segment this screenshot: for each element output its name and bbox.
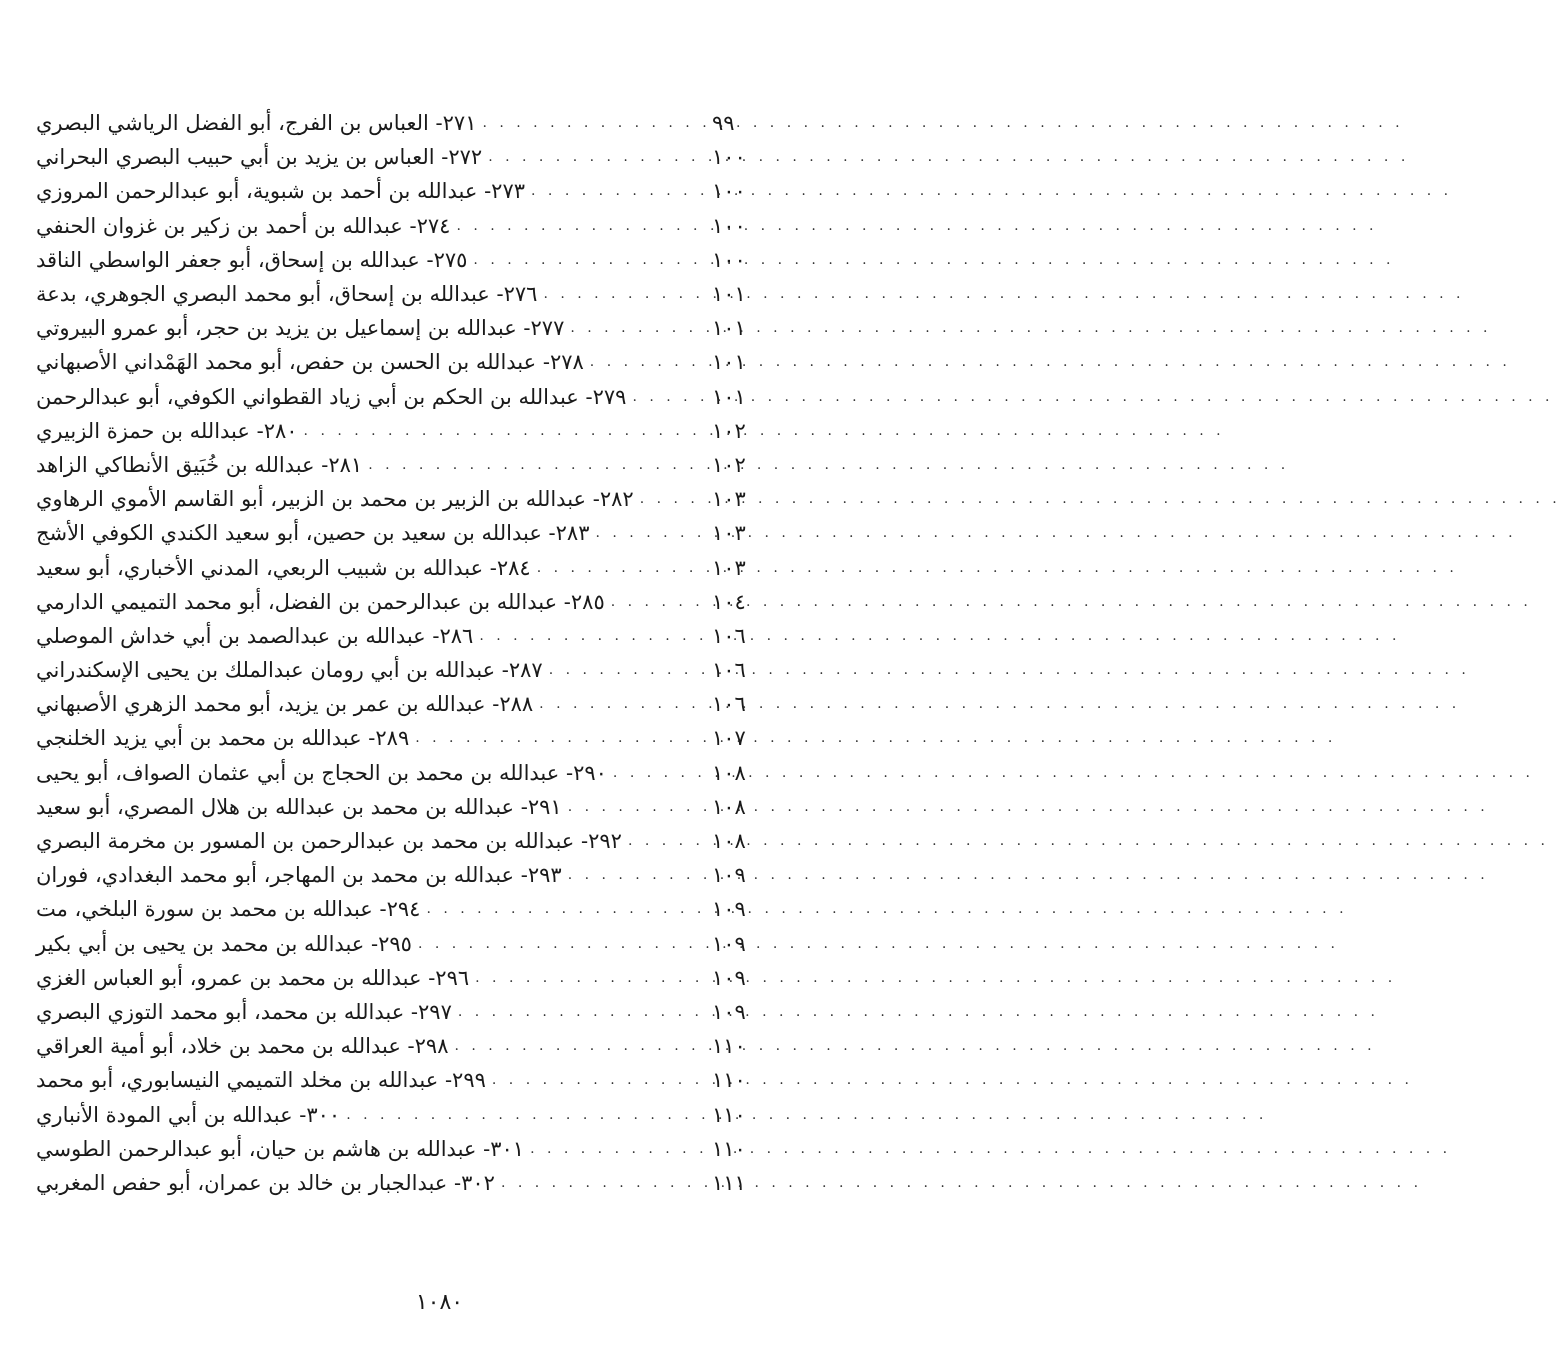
entry-page-number: ١٠٢ [712,452,746,477]
entry-page-number: ١٠٩ [712,999,746,1024]
entry-text: ٢٨١- عبدالله بن خُبَيق الأنطاكي الزاهد [36,452,363,477]
entry-page-number: ١٠٣ [712,555,746,580]
leader-dots [467,252,712,268]
entry-text: ٣٠٠- عبدالله بن أبي المودة الأنباري [36,1102,341,1127]
entry-page-number: ١٠٩ [712,863,746,888]
entry-text: ٢٧٢- العباس بن يزيد بن أبي حبيب البصري البحراني [36,145,483,170]
leader-dots [448,1038,712,1054]
leader-dots [622,833,712,849]
leader-dots [412,936,712,952]
index-entry [36,619,758,653]
entry-text: ٢٧٦- عبدالله بن إسحاق، أبو محمد البصري الجوهري، بدعة [36,282,538,307]
entry-page-number: ١٠٧ [712,726,746,751]
index-entry [36,209,758,243]
entry-text: ٣٠١- عبدالله بن هاشم بن حيان، أبو عبدالرحمن الطوسي [36,1136,525,1161]
entry-text: ٢٩١- عبدالله بن محمد بن عبدالله بن هلال المصري، أبو سعيد [36,794,562,819]
leader-dots [564,320,712,336]
entry-text: ٢٩٤- عبدالله بن محمد بن سورة البلخي، مت [36,897,421,922]
index-entry [36,482,758,516]
index-entry [36,516,758,550]
leader-dots [482,149,712,165]
leader-dots [626,389,712,405]
entry-text: ٢٨٣- عبدالله بن سعيد بن حصين، أبو سعيد الكندي الكوفي الأشج [36,521,590,546]
entry-text: ٢٩٩- عبدالله بن مخلد التميمي النيسابوري، أبو محمد [36,1068,486,1093]
leader-dots [452,1004,712,1020]
entry-text: ٢٧٧- عبدالله بن إسماعيل بن يزيد بن حجر، أبو عمرو البيروتي [36,316,565,341]
entry-page-number: ١٠٣ [712,521,746,546]
index-entry [36,653,758,687]
leader-dots [537,286,712,302]
index-entry [36,892,758,926]
entry-text: ٢٨٨- عبدالله بن عمر بن يزيد، أبو محمد الزهري الأصبهاني [36,692,534,717]
entry-text: ٢٩٧- عبدالله بن محمد، أبو محمد التوزي البصري [36,999,452,1024]
entry-text: ٢٧٣- عبدالله بن أحمد بن شبوية، أبو عبدالرحمن المروزي [36,179,526,204]
index-entry [36,106,758,140]
index-entry [36,277,758,311]
entry-page-number: ١٠٠ [712,247,746,272]
leader-dots [562,867,712,883]
leader-dots [476,115,712,131]
index-entry [36,380,758,414]
entry-page-number: ١١٠ [712,1102,746,1127]
leader-dots [469,970,712,986]
leader-dots [409,730,712,746]
entry-text: ٢٧١- العباس بن الفرج، أبو الفضل الرياشي البصري [36,111,477,136]
entry-page-number: ١٠١ [712,350,746,375]
index-entry [36,858,758,892]
entry-page-number: ١٠٣ [712,487,746,512]
entry-page-number: ١٠٢ [712,418,746,443]
leader-dots [340,1107,712,1123]
leader-dots [584,354,712,370]
index-entry [36,790,758,824]
leader-dots [543,662,712,678]
leader-dots [605,594,712,610]
entry-text: ٢٨٦- عبدالله بن عبدالصمد بن أبي خداش الموصلي [36,623,474,648]
entry-page-number: ١٠١ [712,316,746,341]
index-entry [36,1097,758,1131]
entry-page-number: ١٠٨ [712,760,746,785]
entry-page-number: ١٠٠ [712,179,746,204]
entry-page-number: ١٠٩ [712,897,746,922]
leader-dots [473,628,712,644]
index-entry [36,345,758,379]
entry-page-number: ١٠١ [712,384,746,409]
entry-page-number: ٩٩ [712,111,735,136]
index-entry [36,243,758,277]
index-entry [36,550,758,584]
leader-dots [533,696,712,712]
entry-page-number: ١٠٦ [712,623,746,648]
entry-text: ٢٨٧- عبدالله بن أبي رومان عبدالملك بن يحيى الإسكندراني [36,658,543,683]
entry-page-number: ١٠٤ [712,589,746,614]
entry-text: ٢٨٥- عبدالله بن عبدالرحمن بن الفضل، أبو محمد التميمي الدارمي [36,589,605,614]
index-entry [36,1029,758,1063]
entry-text: ٢٧٨- عبدالله بن الحسن بن حفص، أبو محمد الهَمْداني الأصبهاني [36,350,584,375]
leader-dots [531,560,712,576]
leader-dots [634,491,712,507]
entry-page-number: ١١٠ [712,1068,746,1093]
entry-page-number: ١٠٦ [712,692,746,717]
leader-dots [420,901,712,917]
index-entry [36,414,758,448]
leader-dots [450,218,712,234]
entry-page-number: ١٠٨ [712,794,746,819]
index-entry [36,174,758,208]
leader-dots [486,1072,712,1088]
leader-dots [524,1141,712,1157]
leader-dots [562,799,712,815]
entry-text: ٢٨٩- عبدالله بن محمد بن أبي يزيد الخلنجي [36,726,410,751]
entry-page-number: ١١١ [712,1170,746,1195]
entry-page-number: ١١٠ [712,1136,746,1161]
index-entry [36,995,758,1029]
index-list [36,106,758,1200]
entry-text: ٢٧٤- عبدالله بن أحمد بن زكير بن غزوان الحنفي [36,213,451,238]
index-entry [36,1166,758,1200]
index-entry [36,927,758,961]
index-entry [36,1132,758,1166]
entry-page-number: ١٠٨ [712,829,746,854]
leader-dots [495,1175,712,1191]
entry-text: ٢٧٩- عبدالله بن الحكم بن أبي زياد القطواني الكوفي، أبو عبدالرحمن [36,384,627,409]
index-entry [36,448,758,482]
entry-page-number: ١٠٠ [712,213,746,238]
leader-dots [362,457,712,473]
entry-text: ٢٨٤- عبدالله بن شبيب الربعي، المدني الأخباري، أبو سعيد [36,555,531,580]
entry-text: ٢٩٣- عبدالله بن محمد بن المهاجر، أبو محمد البغدادي، فوران [36,863,562,888]
entry-text: ٣٠٢- عبدالجبار بن خالد بن عمران، أبو حفص المغربي [36,1170,495,1195]
page-number: ١٠٨٠ [415,1290,464,1315]
entry-text: ٢٨٢- عبدالله بن الزبير بن محمد بن الزبير، أبو القاسم الأموي الرهاوي [36,487,634,512]
index-entry [36,687,758,721]
index-entry [36,756,758,790]
index-entry [36,1063,758,1097]
entry-page-number: ١٠٩ [712,965,746,990]
entry-page-number: ١١٠ [712,1034,746,1059]
index-entry [36,824,758,858]
entry-page-number: ١٠١ [712,282,746,307]
entry-text: ٢٩٥- عبدالله بن محمد بن يحيى بن أبي بكير [36,931,412,956]
leader-dots [298,423,712,439]
entry-text: ٢٩٦- عبدالله بن محمد بن عمرو، أبو العباس الغزي [36,965,470,990]
entry-text: ٢٩٢- عبدالله بن محمد بن عبدالرحمن بن المسور بن مخرمة البصري [36,829,622,854]
entry-text: ٢٩٨- عبدالله بن محمد بن خلاد، أبو أمية العراقي [36,1034,449,1059]
entry-page-number: ١٠٩ [712,931,746,956]
leader-dots [607,765,712,781]
leader-dots [525,183,712,199]
leader-dots [590,525,713,541]
index-entry [36,311,758,345]
entry-text: ٢٩٠- عبدالله بن محمد بن الحجاج بن أبي عثمان الصواف، أبو يحيى [36,760,607,785]
index-entry [36,961,758,995]
entry-page-number: ١٠٦ [712,658,746,683]
index-entry [36,140,758,174]
entry-text: ٢٧٥- عبدالله بن إسحاق، أبو جعفر الواسطي الناقد [36,247,468,272]
entry-page-number: ١٠٠ [712,145,746,170]
entry-text: ٢٨٠- عبدالله بن حمزة الزبيري [36,418,298,443]
index-entry [36,585,758,619]
index-entry [36,721,758,755]
